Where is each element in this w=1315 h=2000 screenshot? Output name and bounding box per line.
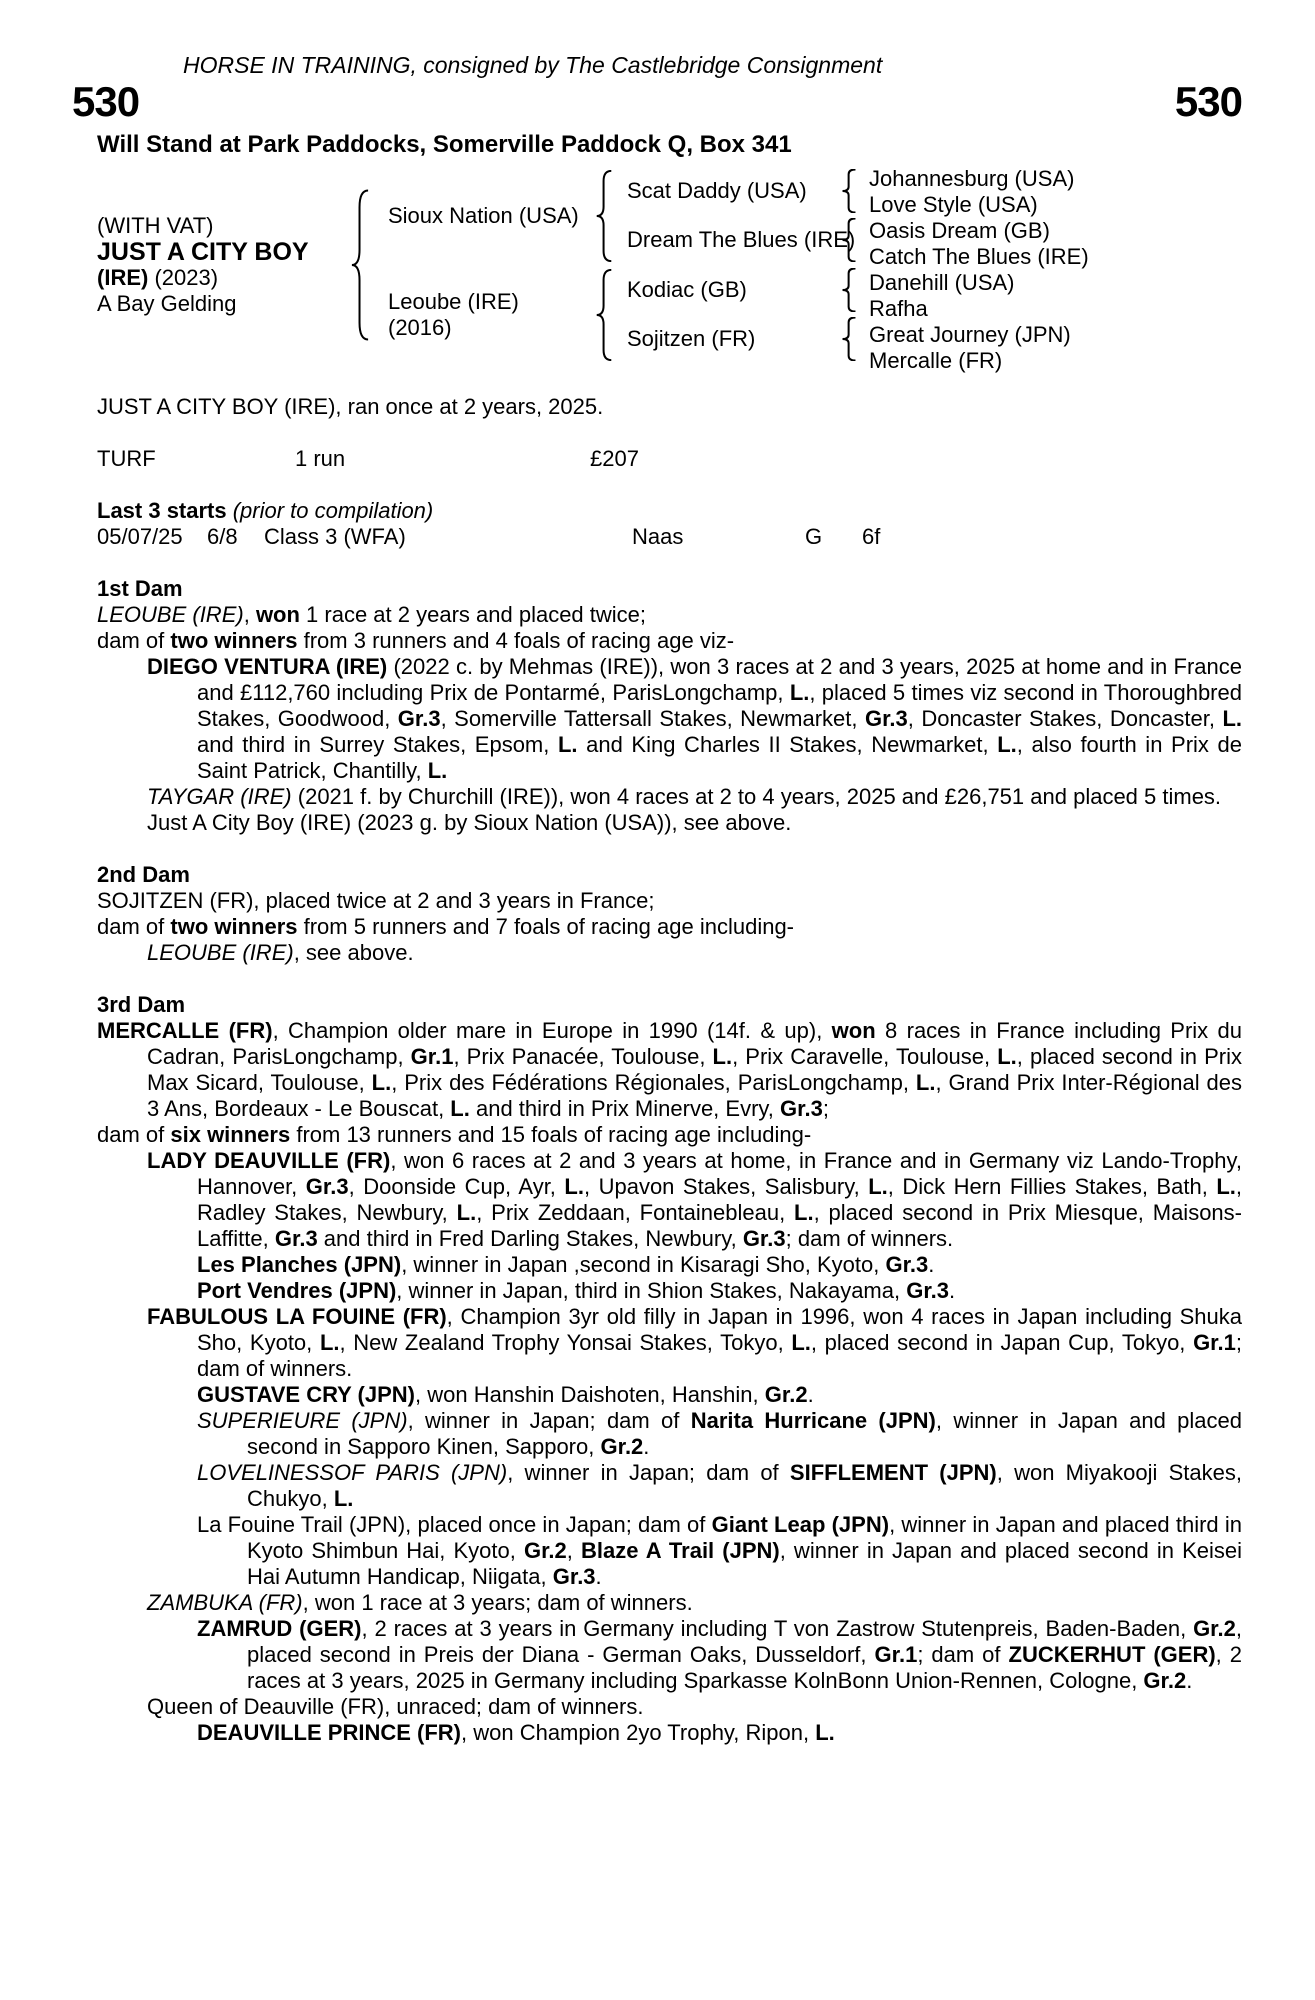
pedigree-brace [595, 269, 613, 361]
produce-paragraph [97, 1122, 1242, 1148]
text-segment: L. [789, 680, 810, 705]
text-segment: , winner in Japan and placed second in Keisei Hai Autumn Handicap, Niigata, [247, 1538, 1242, 1589]
text-segment: from 3 runners and 4 foals of racing age viz- [297, 628, 735, 653]
lot-number-row [72, 80, 1242, 124]
surface-label: TURF [97, 446, 156, 471]
section-heading: 1st Dam [97, 576, 183, 601]
text-segment: , Doonside Cup, Ayr, [348, 1174, 565, 1199]
text-segment: . [807, 1382, 814, 1407]
last-starts-heading [97, 498, 1242, 524]
text-segment: , won Champion 2yo Trophy, Ripon, [461, 1720, 816, 1745]
grandsire-name: Scat Daddy (USA) [627, 177, 807, 203]
text-segment: , [566, 1538, 581, 1563]
sire-name: Sioux Nation (USA) [388, 202, 579, 228]
text-segment: Queen of Deauville (FR), unraced; dam of winners. [147, 1694, 644, 1719]
race-summary-line: JUST A CITY BOY (IRE), ran once at 2 years, 2025. [97, 394, 604, 419]
text-segment: TAYGAR (IRE) [147, 784, 292, 809]
text-segment: L. [815, 1720, 835, 1745]
text-segment: LEOUBE (IRE) [147, 940, 294, 965]
produce-paragraph [97, 1616, 1242, 1694]
text-segment: , won Hanshin Daishoten, Hanshin, [415, 1382, 765, 1407]
section-paragraphs [97, 888, 1242, 966]
text-segment: , winner in Japan; dam of [407, 1408, 691, 1433]
text-segment: ; dam of winners. [785, 1226, 954, 1251]
text-segment: , won 6 races at 2 and 3 years at home, in France and in Germany viz Lando-Trophy, Hannover, [197, 1148, 1242, 1199]
text-segment: ZUCKERHUT (GER) [1008, 1642, 1216, 1667]
text-segment: Gr.3 [552, 1564, 596, 1589]
text-segment: LADY DEAUVILLE (FR) [147, 1148, 391, 1173]
race-position: 6/8 [207, 524, 238, 549]
produce-paragraph [97, 1590, 1242, 1616]
section-heading: 2nd Dam [97, 862, 190, 887]
text-segment: , Prix Panacée, Toulouse, [453, 1044, 713, 1069]
text-segment: , placed second in Prix Max Sicard, Toulouse, [147, 1044, 1242, 1095]
text-segment: Gr.3 [906, 1278, 950, 1303]
text-segment: L. [333, 1486, 354, 1511]
granddam-name: Dream The Blues (IRE) [627, 227, 856, 253]
text-segment: , New Zealand Trophy Yonsai Stakes, Tokyo, [339, 1330, 792, 1355]
race-going: G [805, 524, 823, 549]
pedigree-braces-small [841, 166, 857, 364]
text-segment: two winners [170, 628, 298, 653]
race-course: Naas [632, 524, 684, 549]
text-segment: L. [1216, 1174, 1236, 1199]
text-segment: DIEGO VENTURA (IRE) [147, 654, 388, 679]
text-segment: ZAMBUKA (FR) [147, 1590, 303, 1615]
stand-location-line: Will Stand at Park Paddocks, Somerville Paddock Q, Box 341 [97, 131, 792, 158]
text-segment: L. [557, 732, 578, 757]
text-segment: , winner in Japan, third in Shion Stakes, Nakayama, [396, 1278, 907, 1303]
text-segment: , Prix Zeddaan, Fontainebleau, [476, 1200, 795, 1225]
text-segment: , placed second in Japan Cup, Tokyo, [810, 1330, 1194, 1355]
great-grandparent-name: Johannesburg (USA) [869, 166, 1075, 191]
race-class: Class 3 (WFA) [264, 524, 406, 549]
text-segment: LEOUBE (IRE) [97, 602, 244, 627]
produce-paragraph [97, 628, 1242, 654]
produce-paragraph [97, 1148, 1242, 1252]
produce-paragraph [97, 784, 1242, 810]
pedigree-brace [841, 268, 857, 312]
text-segment: Port Vendres (JPN) [197, 1278, 397, 1303]
text-segment: L. [371, 1070, 392, 1095]
text-segment: , Doncaster Stakes, Doncaster, [907, 706, 1223, 731]
text-segment: Gr.2 [1193, 1616, 1236, 1641]
text-segment: Gr.1 [410, 1044, 454, 1069]
pedigree-brace [841, 317, 857, 361]
text-segment: , placed 5 times viz second in Thoroughbred Stakes, Goodwood, [197, 680, 1242, 731]
text-segment: L. [1222, 706, 1242, 731]
text-segment: ; dam of [917, 1642, 1009, 1667]
great-grandparent-name: Mercalle (FR) [869, 348, 1003, 373]
vat-note: (WITH VAT) [97, 213, 214, 238]
text-segment: L. [868, 1174, 888, 1199]
text-segment: , Champion 3yr old filly in Japan in 1996, won 4 races in Japan including Shuka Sho, Kyoto, [197, 1304, 1243, 1355]
pedigree-braces-mid [595, 166, 613, 364]
text-segment: , winner in Japan and placed second in Sapporo Kinen, Sapporo, [247, 1408, 1242, 1459]
text-segment: SOJITZEN (FR), placed twice at 2 and 3 years in France; [97, 888, 655, 913]
consignment-line: HORSE IN TRAINING, consigned by The Castlebridge Consignment [183, 52, 883, 78]
produce-paragraph [97, 914, 1242, 940]
produce-paragraph [97, 810, 1242, 836]
great-grandparent-name: Great Journey (JPN) [869, 322, 1071, 347]
produce-paragraph [97, 1694, 1242, 1720]
lot-number-left: 530 [72, 78, 140, 125]
text-segment: L. [997, 1044, 1017, 1069]
text-segment: , winner in Japan ,second in Kisaragi Sho, Kyoto, [401, 1252, 886, 1277]
lot-number-right: 530 [1174, 78, 1242, 125]
text-segment: Gr.2 [600, 1434, 644, 1459]
horse-foaling-year: (2023) [154, 265, 219, 290]
text-segment: L. [456, 1200, 477, 1225]
text-segment: Narita Hurricane (JPN) [690, 1408, 936, 1433]
text-segment: . [643, 1434, 650, 1459]
text-segment: , placed second in Preis der Diana - German Oaks, Dusseldorf, [247, 1616, 1242, 1667]
earnings-row [97, 446, 1242, 472]
great-grandparent-name: Rafha [869, 296, 928, 321]
text-segment: Gr.3 [780, 1096, 823, 1121]
text-segment: . [928, 1252, 935, 1277]
text-segment: , winner in Japan and placed third in Kyoto Shimbun Hai, Kyoto, [247, 1512, 1242, 1563]
sire-cell [370, 166, 595, 265]
text-segment: L. [997, 732, 1017, 757]
text-segment: , Grand Prix Inter-Régional des 3 Ans, Bordeaux - Le Bouscat, [147, 1070, 1243, 1121]
text-segment: 8 races in France including Prix du Cadran, ParisLongchamp, [147, 1018, 1242, 1069]
produce-paragraph [97, 1720, 1242, 1746]
text-segment: Giant Leap (JPN) [711, 1512, 890, 1537]
text-segment: L. [712, 1044, 733, 1069]
text-segment: Gr.3 [274, 1226, 318, 1251]
pedigree-grandparents-column [613, 166, 856, 364]
produce-paragraph [97, 1460, 1242, 1512]
text-segment: , won 1 race at 3 years; dam of winners. [302, 1590, 693, 1615]
text-segment: Blaze A Trail (JPN) [581, 1538, 780, 1563]
horse-suffix-year [97, 265, 350, 291]
text-segment: six winners [170, 1122, 291, 1147]
text-segment: , see above. [293, 940, 414, 965]
text-segment: , placed second in Prix Miesque, Maisons-Laffitte, [197, 1200, 1242, 1251]
text-segment: , [243, 602, 256, 627]
text-segment: . [595, 1564, 602, 1589]
text-segment: ; [822, 1096, 829, 1121]
text-segment: L. [791, 1330, 811, 1355]
section-1st-dam [97, 576, 1242, 836]
text-segment: Gr.3 [885, 1252, 929, 1277]
text-segment: . [1186, 1668, 1193, 1693]
pedigree-brace-main [350, 166, 370, 364]
text-segment: , 2 races at 3 years, 2025 in Germany including Sparkasse KolnBonn Union-Rennen, Cologne, [247, 1642, 1242, 1693]
section-3rd-dam [97, 992, 1242, 1746]
text-segment: DEAUVILLE PRINCE (FR) [197, 1720, 461, 1745]
produce-paragraph [97, 888, 1242, 914]
section-2nd-dam [97, 862, 1242, 966]
text-segment: MERCALLE (FR) [97, 1018, 273, 1043]
text-segment: and third in Surrey Stakes, Epsom, [197, 732, 558, 757]
text-segment: , also fourth in Prix de Saint Patrick, Chantilly, [197, 732, 1242, 783]
text-segment: , 2 races at 3 years in Germany including T von Zastrow Stutenpreis, Baden-Baden, [361, 1616, 1194, 1641]
text-segment: La Fouine Trail (JPN), placed once in Japan; dam of [197, 1512, 712, 1537]
text-segment: dam of [97, 1122, 171, 1147]
great-grandparent-name: Love Style (USA) [869, 192, 1038, 217]
text-segment: , winner in Japan; dam of [507, 1460, 790, 1485]
text-segment: Gr.1 [1193, 1330, 1236, 1355]
text-segment: two winners [170, 914, 298, 939]
text-segment: GUSTAVE CRY (JPN) [197, 1382, 415, 1407]
text-segment: Gr.3 [864, 706, 908, 731]
text-segment: from 5 runners and 7 foals of racing age including- [297, 914, 795, 939]
section-paragraphs [97, 602, 1242, 836]
text-segment: 1 race at 2 years and placed twice; [299, 602, 647, 627]
text-segment: won [831, 1018, 876, 1043]
text-segment: , Radley Stakes, Newbury, [197, 1174, 1242, 1225]
dam-cell [370, 265, 595, 364]
text-segment: , Prix Caravelle, Toulouse, [732, 1044, 998, 1069]
last-starts-note: (prior to compilation) [232, 498, 434, 523]
text-segment: Gr.2 [1143, 1668, 1187, 1693]
section-paragraphs [97, 1018, 1242, 1746]
text-segment: , Upavon Stakes, Salisbury, [583, 1174, 869, 1199]
text-segment: ZAMRUD (GER) [197, 1616, 362, 1641]
text-segment: LOVELINESSOF PARIS (JPN) [197, 1460, 508, 1485]
section-heading: 3rd Dam [97, 992, 186, 1017]
text-segment: , Champion older mare in Europe in 1990 (14f. & up), [272, 1018, 832, 1043]
text-segment: L. [915, 1070, 936, 1095]
pedigree-brace [350, 189, 370, 341]
granddam-name: Sojitzen (FR) [627, 326, 756, 352]
pedigree-great-grandparents-column [857, 166, 1242, 373]
text-segment: SIFFLEMENT (JPN) [789, 1460, 997, 1485]
produce-paragraph [97, 1408, 1242, 1460]
produce-paragraph [97, 1512, 1242, 1590]
text-segment: and King Charles II Stakes, Newmarket, [577, 732, 998, 757]
text-segment: . [949, 1278, 956, 1303]
text-segment: won [255, 602, 300, 627]
produce-paragraph [97, 1382, 1242, 1408]
text-segment: , won Miyakooji Stakes, Chukyo, [247, 1460, 1242, 1511]
great-grandparent-name: Danehill (USA) [869, 270, 1015, 295]
text-segment: Just A City Boy (IRE) (2023 g. by Sioux Nation (USA)), see above. [147, 810, 792, 835]
dam-name: Leoube (IRE) [388, 288, 519, 314]
text-segment: L. [794, 1200, 814, 1225]
text-segment: Gr.2 [764, 1382, 808, 1407]
text-segment: (2022 c. by Mehmas (IRE)), won 3 races at 2 and 3 years, 2025 at home and in France and £112,760 including Prix de Pontarmé, ParisLongchamp, [197, 654, 1242, 705]
horse-name: JUST A CITY BOY [97, 238, 309, 266]
pedigree-brace [595, 170, 613, 262]
text-segment: L. [564, 1174, 584, 1199]
runs-count: 1 run [295, 446, 346, 471]
pedigree-brace [841, 218, 857, 262]
text-segment: and third in Fred Darling Stakes, Newbury, [317, 1226, 743, 1251]
produce-paragraph [97, 1304, 1242, 1382]
dam-year: (2016) [388, 314, 452, 340]
text-segment: , Somerville Tattersall Stakes, Newmarket, [440, 706, 865, 731]
text-segment: dam of [97, 628, 171, 653]
text-segment: dam of [97, 914, 171, 939]
text-segment: , Dick Hern Fillies Stakes, Bath, [887, 1174, 1217, 1199]
great-grandparent-name: Catch The Blues (IRE) [869, 244, 1089, 269]
produce-paragraph [97, 602, 1242, 628]
text-segment: FABULOUS LA FOUINE (FR) [147, 1304, 447, 1329]
earnings-value: £207 [590, 446, 639, 471]
race-date: 05/07/25 [97, 524, 183, 549]
produce-paragraph [97, 1252, 1242, 1278]
pedigree-table [97, 166, 1242, 373]
text-segment: Gr.3 [305, 1174, 349, 1199]
text-segment: ; dam of winners. [197, 1330, 1242, 1381]
race-result-row [97, 524, 1242, 550]
text-segment: from 13 runners and 15 foals of racing age including- [290, 1122, 812, 1147]
pedigree-brace [841, 169, 857, 213]
text-segment: Gr.3 [397, 706, 441, 731]
text-segment: Les Planches (JPN) [197, 1252, 402, 1277]
race-distance: 6f [862, 524, 881, 549]
text-segment: and third in Prix Minerve, Evry, [469, 1096, 780, 1121]
text-segment: Gr.3 [742, 1226, 786, 1251]
produce-paragraph [97, 940, 1242, 966]
produce-paragraph [97, 1018, 1242, 1122]
produce-paragraph [97, 1278, 1242, 1304]
text-segment: L. [427, 758, 448, 783]
last-starts-label: Last 3 starts [97, 498, 233, 523]
text-segment: L. [450, 1096, 470, 1121]
great-grandparent-name: Oasis Dream (GB) [869, 218, 1050, 243]
text-segment: Gr.2 [523, 1538, 567, 1563]
text-segment: (2021 f. by Churchill (IRE)), won 4 races at 2 to 4 years, 2025 and £26,751 and placed 5 times. [291, 784, 1222, 809]
pedigree-subject [97, 166, 350, 364]
grandsire-name: Kodiac (GB) [627, 276, 747, 302]
horse-country-suffix: (IRE) [97, 265, 149, 290]
produce-paragraph [97, 654, 1242, 784]
text-segment: L. [319, 1330, 340, 1355]
pedigree-parents-column [370, 166, 595, 364]
horse-description: A Bay Gelding [97, 291, 237, 316]
text-segment: SUPERIEURE (JPN) [197, 1408, 408, 1433]
text-segment: , Prix des Fédérations Régionales, ParisLongchamp, [391, 1070, 916, 1095]
text-segment: Gr.1 [874, 1642, 918, 1667]
